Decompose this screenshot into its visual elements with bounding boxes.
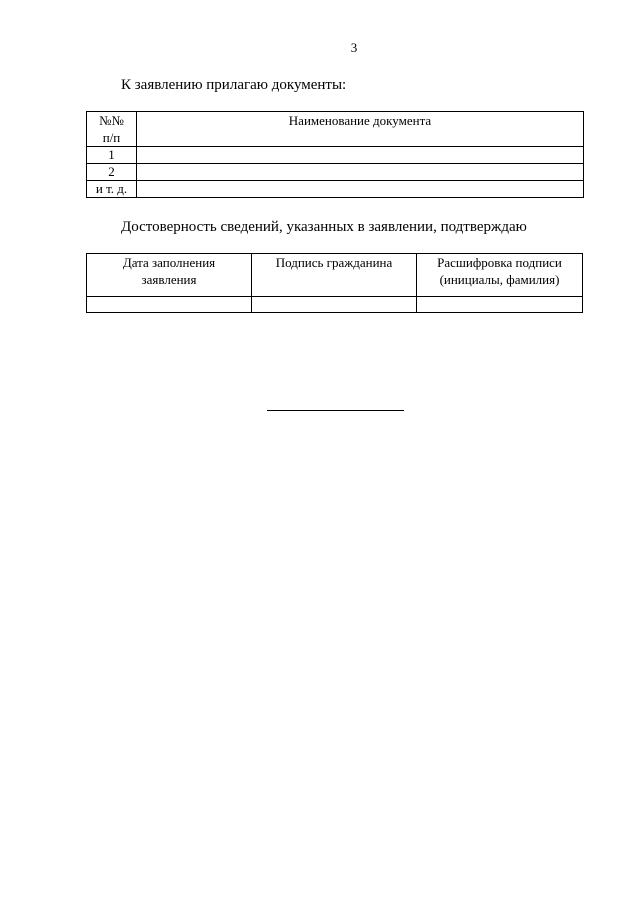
table-row [87, 297, 583, 313]
header-fill-date-line2: заявления [141, 272, 197, 287]
header-citizen-signature-line1: Подпись гражданина [275, 255, 393, 270]
header-fill-date [87, 254, 252, 297]
row-document-name [137, 164, 584, 181]
row-document-name [137, 147, 584, 164]
confirmation-text: Достоверность сведений, указанных в заявлении, подтверждаю [121, 219, 527, 235]
header-citizen-signature [252, 254, 417, 297]
transcript-cell [417, 297, 583, 313]
table-row [87, 164, 584, 181]
attachments-intro: К заявлению прилагаю документы: [121, 77, 347, 93]
page-number: 3 [350, 40, 358, 55]
table-row [87, 181, 584, 198]
row-number: 2 [87, 164, 137, 181]
header-signature-transcript-line2: (инициалы, фамилия) [439, 272, 560, 287]
header-signature-transcript [417, 254, 583, 297]
attachments-table [86, 111, 584, 198]
signature-table [86, 253, 583, 313]
table-row [87, 147, 584, 164]
row-document-name [137, 181, 584, 198]
header-number-line2: п/п [102, 130, 121, 145]
signature-cell [252, 297, 417, 313]
header-document-name: Наименование документа [137, 112, 584, 147]
end-divider [267, 410, 404, 411]
header-fill-date-line1: Дата заполнения [122, 255, 216, 270]
table-header-row [87, 254, 583, 297]
header-number [87, 112, 137, 147]
row-number: и т. д. [87, 181, 137, 198]
header-number-line1: №№ [99, 113, 124, 128]
fill-date-cell [87, 297, 252, 313]
header-signature-transcript-line1: Расшифровка подписи [437, 255, 562, 270]
table-header-row [87, 112, 584, 147]
row-number: 1 [87, 147, 137, 164]
